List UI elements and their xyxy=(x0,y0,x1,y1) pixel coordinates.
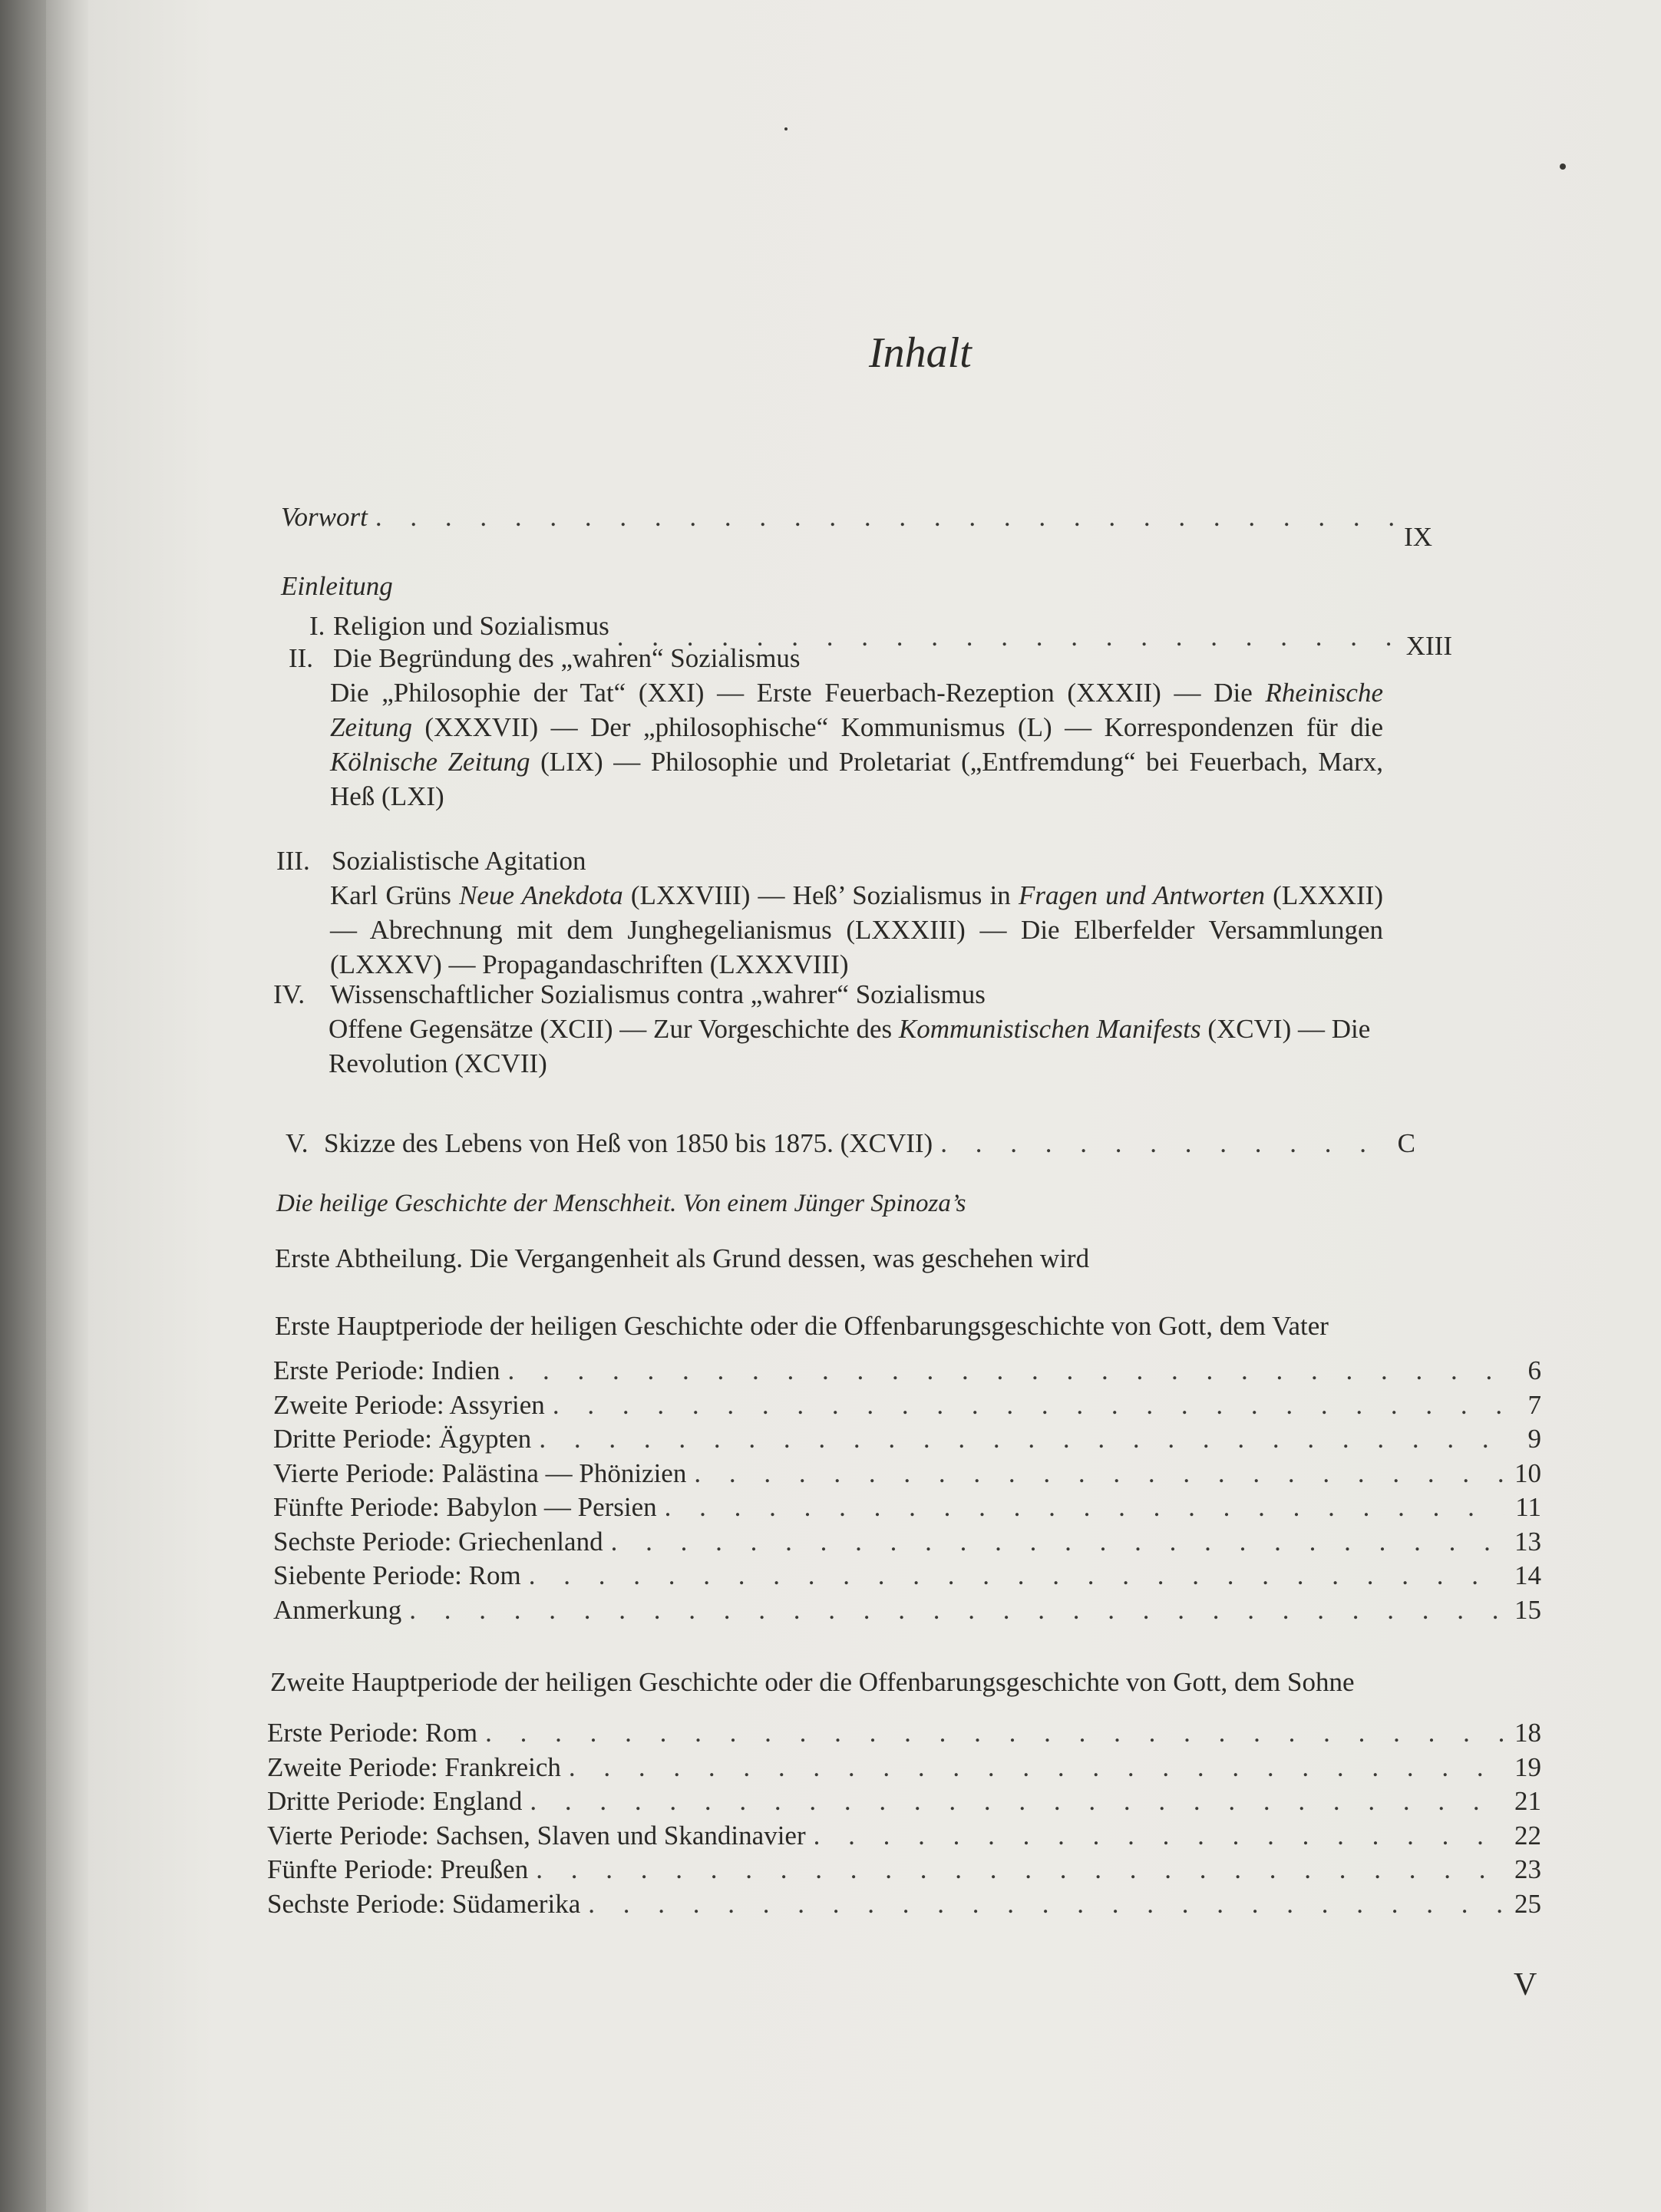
toc-entry xyxy=(267,1853,1541,1887)
toc-entry-label: Die Begründung des „wahren“ Sozialismus xyxy=(333,643,801,673)
subentry-text: (LXXXII) — Abrechnung mit dem Junghegelianismus (LXXXIII) — Die Elberfelder Versammlungen (LXXXV) — Propagandaschriften (LXXXVIII) xyxy=(330,880,1383,979)
leader-dots xyxy=(569,1751,1504,1784)
toc-number: I. xyxy=(309,611,325,641)
toc-entry-lebensskizze xyxy=(324,1127,1415,1160)
toc-entry-page: 19 xyxy=(1514,1751,1541,1782)
toc-entry-label: Skizze des Lebens von Heß von 1850 bis 1875. (XCVII) xyxy=(324,1128,933,1158)
work-title: Die heilige Geschichte der Menschheit. Von einem Jünger Spinoza’s xyxy=(276,1190,966,1217)
toc-entry-page: XIII xyxy=(1405,631,1452,661)
toc-entry-page: 22 xyxy=(1514,1820,1541,1850)
toc-entry-page: 9 xyxy=(1527,1424,1541,1454)
leader-dots xyxy=(530,1784,1504,1818)
toc-entry-page: 15 xyxy=(1514,1594,1541,1625)
toc-entry-page: IX xyxy=(1404,522,1432,552)
toc-entry xyxy=(273,1354,1541,1388)
toc-entry xyxy=(267,1751,1541,1784)
leader-dots xyxy=(375,500,1393,534)
section-heading-einleitung: Einleitung xyxy=(281,571,393,601)
toc-entry xyxy=(273,1491,1541,1524)
leader-dots xyxy=(485,1716,1504,1750)
toc-entry-page: 21 xyxy=(1514,1786,1541,1816)
toc-entry-page: 25 xyxy=(1514,1888,1541,1919)
toc-entry-page: C xyxy=(1397,1128,1415,1158)
toc-entry-label: Siebente Periode: Rom xyxy=(273,1560,521,1590)
toc-entry xyxy=(267,1716,1541,1750)
toc-entry-label: Fünfte Periode: Babylon — Persien xyxy=(273,1492,657,1522)
toc-entry-label: Erste Periode: Rom xyxy=(267,1718,478,1748)
leader-dots xyxy=(814,1819,1504,1853)
toc-entry-label: Sechste Periode: Griechenland xyxy=(273,1526,603,1557)
toc-entry-vorwort xyxy=(281,500,1432,552)
toc-entry-label: Zweite Periode: Assyrien xyxy=(273,1389,545,1420)
toc-entry-label: Sechste Periode: Südamerika xyxy=(267,1888,581,1919)
toc-entry-page: 6 xyxy=(1527,1355,1541,1385)
toc-entry-page: 14 xyxy=(1514,1560,1541,1590)
leader-dots xyxy=(665,1491,1505,1524)
subentry-text: (LIX) — Philosophie und Proletariat („Entfremdung“ bei Feuerbach, Marx, Heß (LXI) xyxy=(330,747,1383,811)
toc-entry-page: 7 xyxy=(1527,1389,1541,1420)
toc-entry-label: Anmerkung xyxy=(273,1594,402,1625)
page-number: V xyxy=(1514,1967,1537,2002)
subentry-italic: Neue Anekdota xyxy=(459,880,623,910)
subentry-italic: Rheinische Zeitung xyxy=(330,678,1383,742)
toc-entry-page: 13 xyxy=(1514,1526,1541,1557)
toc-subentries xyxy=(330,878,1383,982)
toc-entry-label: Vorwort xyxy=(281,502,368,532)
toc-entry xyxy=(273,1457,1541,1491)
toc-entry-page: 11 xyxy=(1515,1492,1541,1522)
paper-speck xyxy=(1560,163,1566,170)
toc-entry-label: Fünfte Periode: Preußen xyxy=(267,1854,529,1884)
toc-entry-page: 10 xyxy=(1514,1458,1541,1488)
toc-subentries xyxy=(330,675,1383,814)
subentry-text: Karl Grüns xyxy=(330,880,460,910)
leader-dots xyxy=(539,1422,1517,1456)
toc-entry-label: Religion und Sozialismus xyxy=(333,611,609,641)
toc-entry xyxy=(267,1784,1541,1818)
toc-entry-label: Vierte Periode: Palästina — Phönizien xyxy=(273,1458,687,1488)
paper-speck xyxy=(784,127,788,130)
subentry-italic: Kölnische Zeitung xyxy=(330,747,530,777)
toc-entry-label: Sozialistische Agitation xyxy=(332,846,586,876)
page-title: Inhalt xyxy=(869,329,972,377)
toc-subentries xyxy=(329,1012,1382,1081)
leader-dots xyxy=(611,1525,1504,1559)
toc-entry xyxy=(273,1422,1541,1456)
leader-dots xyxy=(507,1354,1517,1388)
toc-number: II. xyxy=(289,643,314,673)
leader-dots xyxy=(694,1457,1504,1491)
subentry-italic: Fragen und Antworten xyxy=(1018,880,1265,910)
leader-dots xyxy=(536,1853,1504,1887)
toc-entry-page: 23 xyxy=(1514,1854,1541,1884)
toc-number: V. xyxy=(286,1128,309,1158)
toc-entry xyxy=(273,1525,1541,1559)
part-heading: Erste Abtheilung. Die Vergangenheit als Grund dessen, was geschehen wird xyxy=(275,1243,1090,1273)
toc-entry-label: Dritte Periode: Ägypten xyxy=(273,1424,532,1454)
toc-entry-label: Erste Periode: Indien xyxy=(273,1355,500,1385)
subentry-text: Die „Philosophie der Tat“ (XXI) — Erste Feuerbach-Rezeption (XXXII) — Die xyxy=(330,678,1266,708)
toc-entry-label: Zweite Periode: Frankreich xyxy=(267,1751,561,1782)
toc-entry xyxy=(273,1388,1541,1422)
hauptperiode-heading: Zweite Hauptperiode der heiligen Geschichte oder die Offenbarungsgeschichte von Gott, dem Sohne xyxy=(270,1667,1355,1697)
subentry-text: Offene Gegensätze (XCII) — Zur Vorgeschichte des xyxy=(329,1014,899,1044)
toc-entry-label: Dritte Periode: England xyxy=(267,1786,523,1816)
toc-number: III. xyxy=(276,846,310,876)
subentry-text: (LXXVIII) — Heß’ Sozialismus in xyxy=(622,880,1019,910)
hauptperiode-heading: Erste Hauptperiode der heiligen Geschichte oder die Offenbarungsgeschichte von Gott, dem Vater xyxy=(275,1311,1329,1341)
leader-dots xyxy=(588,1887,1504,1921)
toc-entry xyxy=(273,1559,1541,1593)
toc-entry-page: 18 xyxy=(1514,1718,1541,1748)
toc-entry xyxy=(267,1819,1541,1853)
leader-dots xyxy=(529,1559,1504,1593)
subentry-italic: Kommunistischen Manifests xyxy=(898,1014,1201,1044)
book-gutter xyxy=(46,0,88,2212)
toc-entry xyxy=(273,1593,1541,1627)
leader-dots xyxy=(409,1593,1504,1627)
toc-entry xyxy=(267,1887,1541,1921)
toc-entry-label: Wissenschaftlicher Sozialismus contra „wahrer“ Sozialismus xyxy=(330,979,986,1009)
subentry-text: (XXXVII) — Der „philosophische“ Kommunismus (L) — Korrespondenzen für die xyxy=(411,712,1383,742)
subentry-text: (XCVI) — Die Revolution (XCVII) xyxy=(329,1014,1371,1078)
leader-dots xyxy=(553,1388,1517,1422)
leader-dots xyxy=(940,1127,1386,1160)
toc-entry-label: Vierte Periode: Sachsen, Slaven und Skandinavier xyxy=(267,1820,806,1850)
book-gutter-shadow xyxy=(0,0,46,2212)
toc-number: IV. xyxy=(273,979,305,1009)
